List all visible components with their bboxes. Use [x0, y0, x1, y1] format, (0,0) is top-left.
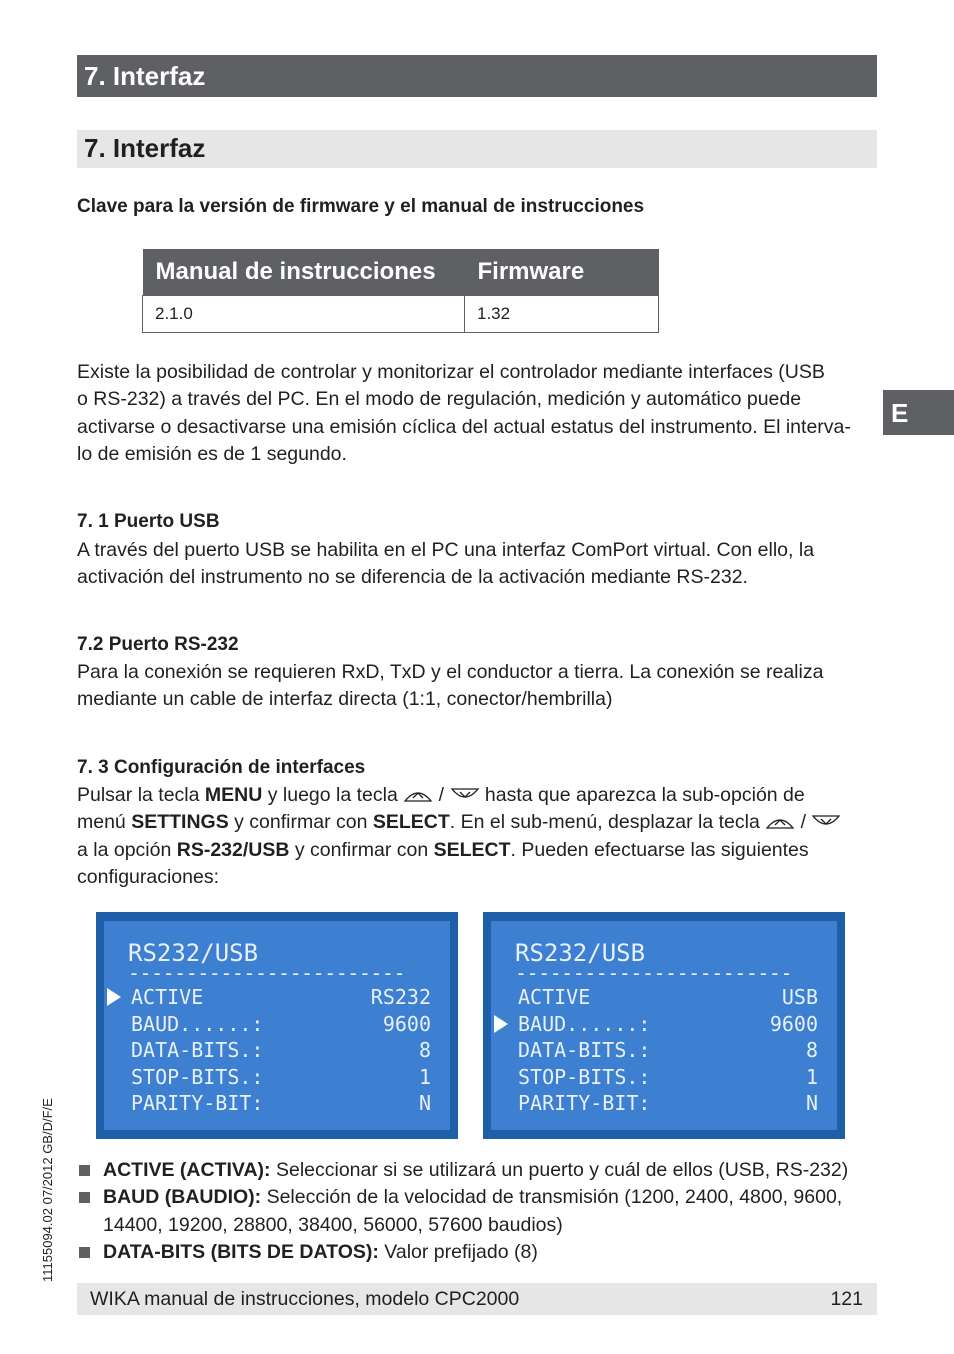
row-label: ACTIVE: [518, 985, 591, 1009]
text: y luego la tecla: [262, 784, 404, 806]
row-label: STOP-BITS.:: [518, 1065, 651, 1089]
row-value: N: [418, 1091, 431, 1115]
bullet-term: BAUD (BAUDIO):: [103, 1186, 262, 1209]
cursor-arrow-icon: [494, 1015, 508, 1033]
device-screen-baud: [483, 912, 845, 1139]
select-keyword: SELECT: [372, 811, 450, 834]
chapter-title: 7. Interfaz: [84, 61, 206, 91]
cursor-arrow-icon: [107, 988, 121, 1006]
table-header-manual: Manual de instrucciones: [143, 249, 465, 296]
table-header-row: [143, 249, 659, 296]
intro-line: activarse o desactivarse una emisión cíclica del actual estatus del instrumento. El interva-: [77, 415, 851, 438]
intro-line: o RS-232) a través del PC. En el modo de regulación, medición y automático puede: [77, 388, 802, 411]
rs232-paragraph: [77, 659, 877, 714]
screen-divider: ------------------------: [515, 961, 792, 985]
config-line-4: configuraciones:: [77, 865, 220, 888]
screen-row: [123, 1038, 431, 1064]
intro-paragraph: [77, 359, 877, 468]
row-value: USB: [781, 985, 818, 1009]
screen-display: [104, 921, 450, 1130]
page-number: 121: [830, 1288, 863, 1310]
bullet-square-icon: [79, 1247, 90, 1258]
usb-paragraph: [77, 537, 877, 592]
screen-row: [510, 1065, 818, 1091]
section-banner: [77, 130, 877, 168]
footer-title: WIKA manual de instrucciones, modelo CPC2000: [90, 1288, 520, 1310]
row-label: DATA-BITS.:: [518, 1038, 651, 1062]
menu-key: MENU: [204, 784, 263, 806]
row-value: 8: [418, 1038, 431, 1062]
rs232-line: mediante un cable de interfaz directa (1:1, conector/hembrilla): [77, 688, 613, 711]
row-label: PARITY-BIT:: [131, 1091, 264, 1115]
screen-row: [123, 1091, 431, 1117]
device-screen-active: [96, 912, 458, 1139]
select-keyword: SELECT: [433, 838, 511, 861]
usb-line: A través del puerto USB se habilita en el PC una interfaz ComPort virtual. Con ello, la: [77, 539, 815, 561]
config-line-3: [77, 837, 877, 864]
row-value: RS232: [370, 985, 431, 1009]
screen-divider: ------------------------: [128, 961, 405, 985]
config-heading: 7. 3 Configuración de interfaces: [77, 757, 366, 778]
screen-row: [510, 1012, 818, 1038]
config-line-2: [77, 809, 877, 836]
screen-row: [510, 985, 818, 1011]
list-item: [77, 1157, 877, 1184]
usb-line: activación del instrumento no se diferencia de la activación mediante RS-232.: [77, 566, 748, 589]
text: hasta que aparezca la sub-opción de: [479, 784, 805, 806]
list-item: [77, 1184, 877, 1239]
row-value: N: [805, 1091, 818, 1115]
rs232-line: Para la conexión se requieren RxD, TxD y el conductor a tierra. La conexión se realiza: [77, 661, 824, 683]
text: /: [433, 784, 450, 806]
screen-row: [510, 1038, 818, 1064]
row-label: BAUD......:: [131, 1012, 264, 1036]
row-label: PARITY-BIT:: [518, 1091, 651, 1115]
bullet-text: Seleccionar si se utilizará un puerto y cuál de ellos (USB, RS-232): [270, 1159, 849, 1181]
up-key-icon: [403, 787, 433, 803]
text: y confirmar con: [228, 811, 373, 834]
section-title: 7. Interfaz: [84, 133, 206, 163]
intro-line: lo de emisión es de 1 segundo.: [77, 442, 347, 465]
screen-row: [510, 1091, 818, 1117]
table-header-firmware: Firmware: [465, 249, 659, 296]
usb-heading: 7. 1 Puerto USB: [77, 511, 220, 532]
key-heading: Clave para la versión de firmware y el manual de instrucciones: [77, 196, 645, 217]
bullet-term: DATA-BITS (BITS DE DATOS):: [103, 1240, 379, 1263]
up-key-icon: [765, 814, 795, 830]
bullet-square-icon: [79, 1165, 90, 1176]
config-line-1: [77, 782, 877, 809]
row-label: ACTIVE: [131, 985, 204, 1009]
bullet-text: Selección de la velocidad de transmisión (1200, 2400, 4800, 9600,: [261, 1186, 843, 1209]
settings-bullet-list: [77, 1157, 877, 1266]
settings-keyword: SETTINGS: [131, 811, 229, 834]
text: /: [795, 811, 812, 834]
language-tab: [883, 390, 954, 435]
screen-row: [123, 1065, 431, 1091]
table-cell-firmware: 1.32: [465, 296, 659, 333]
screen-title: RS232/USB: [515, 939, 646, 967]
document-code: 11155094.02 07/2012 GB/D/F/E: [40, 1098, 55, 1282]
version-table: [142, 249, 659, 333]
text: y confirmar con: [289, 838, 434, 861]
row-value: 8: [805, 1038, 818, 1062]
row-value: 9600: [382, 1012, 431, 1036]
text: a la opción: [77, 838, 177, 861]
intro-line: Existe la posibilidad de controlar y monitorizar el controlador mediante interfaces (USB: [77, 361, 825, 383]
config-paragraph: [77, 782, 877, 891]
rs-keyword: RS-232/USB: [176, 838, 290, 861]
screen-row: [123, 1012, 431, 1038]
text: menú: [77, 811, 132, 834]
bullet-term: ACTIVE (ACTIVA):: [103, 1159, 271, 1181]
page-footer: [77, 1283, 877, 1315]
bullet-square-icon: [79, 1192, 90, 1203]
screen-row: [123, 985, 431, 1011]
bullet-text-continued: 14400, 19200, 28800, 38400, 56000, 57600 baudios): [103, 1213, 563, 1236]
language-tab-label: E: [891, 398, 909, 428]
row-value: 9600: [769, 1012, 818, 1036]
bullet-text: Valor prefijado (8): [378, 1240, 538, 1263]
row-value: 1: [805, 1065, 818, 1089]
down-key-icon: [811, 814, 841, 830]
row-label: DATA-BITS.:: [131, 1038, 264, 1062]
table-cell-manual: 2.1.0: [143, 296, 465, 333]
list-item: [77, 1239, 877, 1266]
screen-display: [491, 921, 837, 1130]
rs232-heading: 7.2 Puerto RS-232: [77, 634, 239, 655]
row-label: BAUD......:: [518, 1012, 651, 1036]
screen-title: RS232/USB: [128, 939, 259, 967]
text: Pulsar la tecla: [77, 784, 205, 806]
text: . Pueden efectuarse las siguientes: [510, 838, 809, 861]
table-row: [143, 296, 659, 333]
down-key-icon: [450, 787, 480, 803]
row-label: STOP-BITS.:: [131, 1065, 264, 1089]
text: . En el sub-menú, desplazar la tecla: [449, 811, 766, 834]
chapter-banner: [77, 55, 877, 97]
row-value: 1: [418, 1065, 431, 1089]
